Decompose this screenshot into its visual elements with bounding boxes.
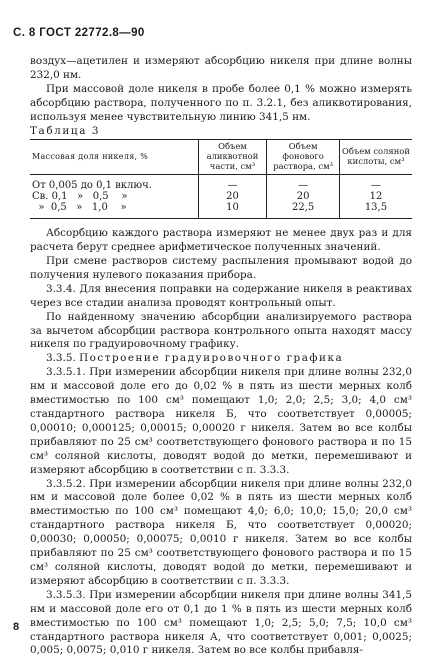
paragraph: При смене растворов систему распыления промывают водой до получения нулевого показания прибора. bbox=[30, 255, 412, 281]
table-row bbox=[30, 191, 412, 202]
page-number: 8 bbox=[13, 621, 20, 633]
table-row bbox=[30, 202, 412, 219]
table-cell: 20 bbox=[267, 191, 340, 202]
table-cell: 13,5 bbox=[339, 202, 412, 219]
paragraph: 3.3.5.3. При измерении абсорбции никеля при длине волны 341,5 нм и массовой доле его от 0,1 до 1 % в пять из шести мерных колб вместимостью по 100 см³ помещают 1,0; 2,5; 5,0; 7,5; 10,0 см³ стандартного раствора никеля А, что соответствует 0,001; 0,0025; 0,005; 0,0075; 0,010 г никеля. Затем во все колбы прибавля- bbox=[30, 588, 412, 657]
paragraph: 3.3.5.1. При измерении абсорбции никеля при длине волны 232,0 нм и массовой доле его до 0,02 % в пять из шести мерных колб вместимостью по 100 см³ помещают 1,0; 2,0; 2,5; 3,0; 4,0 см³ стандартного раствора никеля Б, что соответствует 0,00005; 0,00010; 0,000125; 0,00015; 0,00020 г никеля. Затем во все колбы прибавляют по 25 см³ соответствующего фонового раствора и по 15 см³ соляной кислоты, доводят водой до метки, перемешивают и измеряют абсорбцию в соответствии с п. 3.3.3. bbox=[30, 366, 412, 476]
table-cell: 12 bbox=[339, 191, 412, 202]
paragraph: По найденному значению абсорбции анализируемого раствора за вычетом абсорбции раствора контрольного опыта находят массу никеля по градуировочному графику. bbox=[30, 310, 412, 351]
column-header: Объем соляной кислоты, см³ bbox=[339, 140, 412, 175]
paragraph: воздух—ацетилен и измеряют абсорбцию никеля при длине волны 232,0 нм. bbox=[30, 55, 412, 81]
table-cell: — bbox=[267, 175, 340, 192]
data-table bbox=[30, 139, 412, 219]
table-header-row bbox=[30, 140, 412, 175]
section-number: 3.3.5. bbox=[46, 352, 76, 365]
paragraph: При массовой доле никеля в пробе более 0,1 % можно измерять абсорбцию раствора, полученного по п. 3.2.1, без аликвотирования, используя менее чувствительную линию 341,5 нм. bbox=[30, 82, 412, 123]
column-header: Массовая доля никеля, % bbox=[30, 140, 198, 175]
table-cell: — bbox=[198, 175, 267, 192]
table-cell: » 0,5 » 1,0 » bbox=[30, 202, 198, 219]
table-cell: От 0,005 до 0,1 включ. bbox=[32, 180, 152, 192]
paragraph: Абсорбцию каждого раствора измеряют не менее двух раз и для расчета берут среднее арифметическое полученных значений. bbox=[30, 227, 412, 254]
paragraph: 3.3.4. Для внесения поправки на содержание никеля в реактивах через все стадии анализа проводят контрольный опыт. bbox=[30, 282, 412, 309]
table-caption: Таблица 3 bbox=[30, 124, 101, 137]
document-body bbox=[30, 55, 412, 658]
column-header: Объем фонового раствора, см³ bbox=[267, 140, 340, 175]
page-header: С. 8 ГОСТ 22772.8—90 bbox=[13, 27, 145, 39]
section-heading bbox=[30, 352, 412, 366]
table-row bbox=[30, 175, 412, 192]
table-cell: 10 bbox=[198, 202, 267, 219]
section-title: Построение градуировочного графика bbox=[79, 352, 344, 365]
table-cell: 22,5 bbox=[267, 202, 340, 219]
table-cell: — bbox=[339, 175, 412, 192]
table-cell: 20 bbox=[198, 191, 267, 202]
paragraph: 3.3.5.2. При измерении абсорбции никеля при длине волны 232,0 нм и массовой доле более 0,02 % в пять из шести мерных колб вместимостью по 100 см³ помещают 4,0; 6,0; 10,0; 15,0; 20,0 см³ стандартного раствора никеля Б, что соответствует 0,00020; 0,00030; 0,00050; 0,00075; 0,0010 г никеля. Затем во все колбы прибавляют по 25 см³ соответствующего фонового раствора и по 15 см³ соляной кислоты, доводят водой до метки, перемешивают и измеряют абсорбцию в соответствии с п. 3.3.3. bbox=[30, 477, 412, 587]
column-header: Объем аликвотной части, см³ bbox=[198, 140, 267, 175]
table-cell: Св. 0,1 » 0,5 » bbox=[32, 191, 128, 203]
